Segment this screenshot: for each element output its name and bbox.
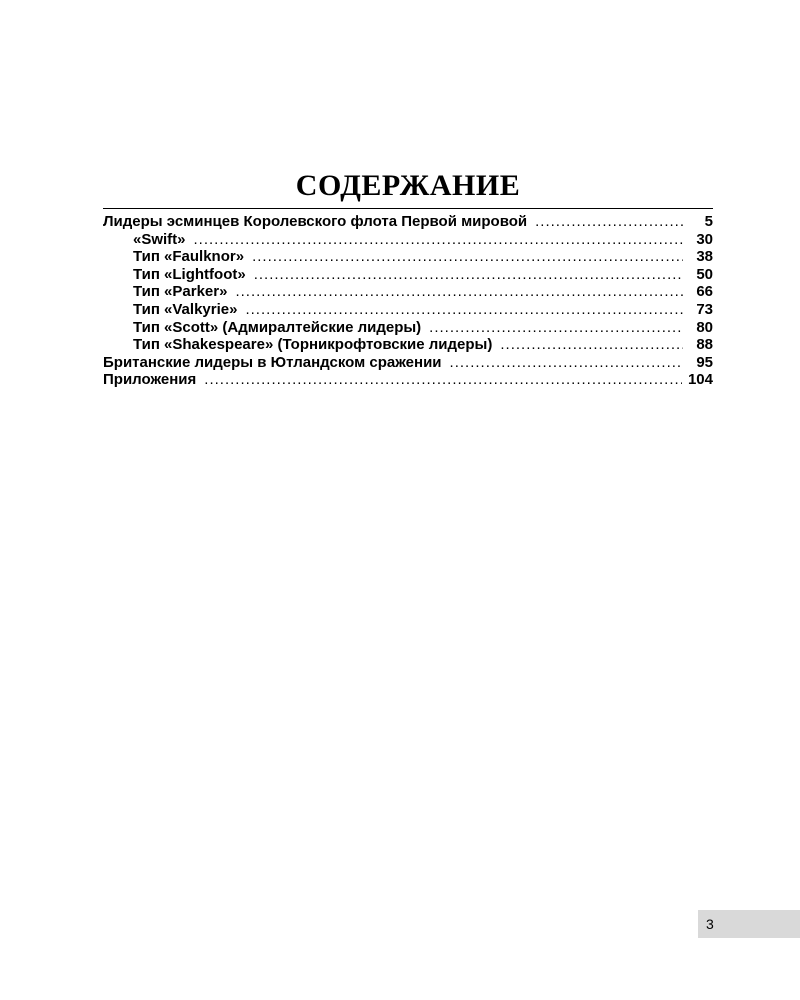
toc-entry[interactable] xyxy=(103,213,713,231)
toc-entry-title: Тип «Valkyrie» xyxy=(133,300,238,318)
toc-entry[interactable] xyxy=(103,231,713,249)
toc-entry[interactable] xyxy=(103,371,713,389)
page-number-tab xyxy=(698,910,800,938)
dot-leader xyxy=(245,301,683,319)
toc-entry-title: Тип «Lightfoot» xyxy=(133,265,246,283)
dot-leader xyxy=(500,336,683,354)
toc-entry-title: Тип «Scott» (Адмиралтейские лидеры) xyxy=(133,318,422,336)
toc-entry-page: 95 xyxy=(696,353,713,371)
toc-entry-page: 38 xyxy=(696,248,713,266)
toc-entry[interactable] xyxy=(103,266,713,284)
toc-entry-page: 5 xyxy=(704,213,713,230)
toc-list xyxy=(103,213,713,389)
toc-entry-title: Приложения xyxy=(103,371,197,389)
page-number: 3 xyxy=(706,916,714,932)
toc-entry[interactable] xyxy=(103,248,713,266)
toc-entry[interactable] xyxy=(103,301,713,319)
toc-entry-title: «Swift» xyxy=(133,230,186,248)
toc-entry-title: Тип «Faulknor» xyxy=(133,248,245,266)
toc-title: СОДЕРЖАНИЕ xyxy=(295,169,521,202)
dot-leader xyxy=(252,248,683,266)
dot-leader xyxy=(204,371,682,389)
toc-entry-title: Тип «Shakespeare» (Торникрофтовские лидеры) xyxy=(133,336,493,354)
toc-entry-page: 104 xyxy=(687,371,713,389)
toc-entry[interactable] xyxy=(103,283,713,301)
dot-leader xyxy=(535,213,683,231)
toc-entry-page: 88 xyxy=(696,336,713,354)
toc-entry-page: 50 xyxy=(696,265,713,283)
dot-leader xyxy=(254,266,683,284)
dot-leader xyxy=(450,354,683,372)
toc-entry-title: Тип «Parker» xyxy=(133,283,228,301)
toc-entry[interactable] xyxy=(103,354,713,372)
toc-entry-page: 30 xyxy=(696,230,713,248)
dot-leader xyxy=(429,319,683,337)
title-divider xyxy=(103,208,713,209)
toc-entry-title: Лидеры эсминцев Королевского флота Первой мировой xyxy=(103,213,528,230)
toc-entry-title: Британские лидеры в Ютландском сражении xyxy=(103,353,442,371)
toc-entry-page: 66 xyxy=(696,283,713,301)
toc-entry-page: 80 xyxy=(696,318,713,336)
dot-leader xyxy=(235,283,683,301)
dot-leader xyxy=(194,231,683,249)
table-of-contents xyxy=(103,170,713,389)
toc-entry[interactable] xyxy=(103,336,713,354)
toc-entry-page: 73 xyxy=(696,300,713,318)
toc-entry[interactable] xyxy=(103,319,713,337)
